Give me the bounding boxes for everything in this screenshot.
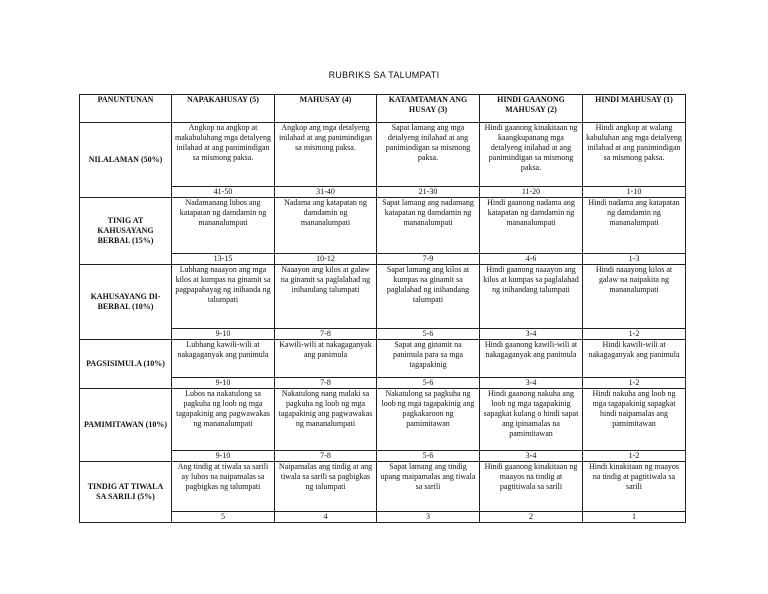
score-cell: 7-8 bbox=[275, 451, 377, 462]
header-cell: HINDI GAANONG MAHUSAY (2) bbox=[480, 95, 583, 123]
description-cell: Hindi kawili-wili at nakagaganyak ang panimula bbox=[583, 340, 686, 378]
description-cell: Hindi kinakitaan ng maayos na tindig at pagtitiwala sa sarili bbox=[583, 462, 686, 512]
score-cell: 3-4 bbox=[480, 378, 583, 389]
score-cell: 13-15 bbox=[172, 254, 275, 265]
score-cell: 9-10 bbox=[172, 329, 275, 340]
score-cell: 2 bbox=[480, 512, 583, 523]
score-cell: 1 bbox=[583, 512, 686, 523]
description-cell: Angkop na angkop at makabuluhang mga detalyeng inilahad at ang panimindigan sa mismong paksa. bbox=[172, 123, 275, 187]
criterion-cell: TINIG AT KAHUSAYANG BERBAL (15%) bbox=[80, 198, 172, 265]
criterion-cell: NILALAMAN (50%) bbox=[80, 123, 172, 198]
score-cell: 1-3 bbox=[583, 254, 686, 265]
description-cell: Nadamanang lubos ang katapatan ng damdamin ng mananalumpati bbox=[172, 198, 275, 254]
criterion-cell: PAGSISIMULA (10%) bbox=[80, 340, 172, 389]
header-row bbox=[80, 95, 686, 123]
description-cell: Angkop ang mga detalyeng inilahad at ang panimindigan sa mismong paksa. bbox=[275, 123, 377, 187]
criterion-cell: TINDIG AT TIWALA SA SARILI (5%) bbox=[80, 462, 172, 523]
rubric-table bbox=[79, 94, 686, 523]
description-cell: Hindi gaanong kinakitaan ng kaangkupanang mga detalyeng inilahad at ang panimindigan sa mismong paksa. bbox=[480, 123, 583, 187]
score-cell: 9-10 bbox=[172, 378, 275, 389]
description-cell: Lubhang naaayon ang mga kilos at kumpas na ginamit sa pagpapahayag ng inihanda ng talumpati bbox=[172, 265, 275, 329]
description-cell: Sapat lamang ang tindig upang maipamalas ang tiwala sa sarili bbox=[377, 462, 480, 512]
description-cell: Sapat lamang ang kilos at kumpas na ginamit sa paglalahad ng inihandang talumpati bbox=[377, 265, 480, 329]
score-cell: 3-4 bbox=[480, 329, 583, 340]
score-cell: 1-2 bbox=[583, 329, 686, 340]
page-title: RUBRIKS SA TALUMPATI bbox=[328, 70, 440, 80]
description-cell: Hindi angkop at walang kabuluhan ang mga detalyeng inilahad at ang panimindigan sa mismong paksa. bbox=[583, 123, 686, 187]
description-cell: Hindi naaayong kilos at galaw na naipakita ng mananalumpati bbox=[583, 265, 686, 329]
table-row bbox=[80, 123, 686, 187]
score-cell: 3 bbox=[377, 512, 480, 523]
score-cell: 10-12 bbox=[275, 254, 377, 265]
description-cell: Hindi nakuha ang loob ng mga tagapakinig sapagkat hindi naipamalas ang pamimitawan bbox=[583, 389, 686, 451]
description-cell: Nakatulong nang malaki sa pagkuha ng loob ng mga tagapakinig ang pagwawakas ng mananalumpati bbox=[275, 389, 377, 451]
score-cell: 21-30 bbox=[377, 187, 480, 198]
description-cell: Hindi gaanong kawili-wili at nakagaganyak ang panimula bbox=[480, 340, 583, 378]
description-cell: Hindi gaanong nakuha ang loob ng mga tagapakinig sapagkat kulang o hindi sapat ang ipinamalas na pamimitawan bbox=[480, 389, 583, 451]
score-cell: 41-50 bbox=[172, 187, 275, 198]
description-cell: Hindi gaanong naaayon ang kilos at kumpas sa paglalahad ng inihandang talumpati bbox=[480, 265, 583, 329]
table-row bbox=[80, 340, 686, 378]
score-cell: 31-40 bbox=[275, 187, 377, 198]
table-row bbox=[80, 389, 686, 451]
table-row bbox=[80, 265, 686, 329]
description-cell: Lubos na nakatulong sa pagkuha ng loob ng mga tagapakinig ang pagwawakas ng mananalumpati bbox=[172, 389, 275, 451]
score-cell: 5-6 bbox=[377, 451, 480, 462]
table-row bbox=[80, 198, 686, 254]
score-cell: 3-4 bbox=[480, 451, 583, 462]
criterion-cell: PAMIMITAWAN (10%) bbox=[80, 389, 172, 462]
score-cell: 4-6 bbox=[480, 254, 583, 265]
description-cell: Hindi gaanong nadama ang katapatan ng damdamin ng mananalumpati bbox=[480, 198, 583, 254]
score-cell: 4 bbox=[275, 512, 377, 523]
description-cell: Nakatulong sa pagkuha ng loob ng mga tagapakinig ang pagkakaroon ng pamimitawan bbox=[377, 389, 480, 451]
score-cell: 9-10 bbox=[172, 451, 275, 462]
score-cell: 7-8 bbox=[275, 378, 377, 389]
description-cell: Sapat lamang ang mga detalyeng inilahad at ang panimindigan sa mismong paksa. bbox=[377, 123, 480, 187]
score-cell: 5-6 bbox=[377, 378, 480, 389]
description-cell: Naaayon ang kilos at galaw na ginamit sa paglalahad ng inihandang talumpati bbox=[275, 265, 377, 329]
description-cell: Lubhang kawili-wili at nakagaganyak ang panimula bbox=[172, 340, 275, 378]
criterion-cell: KAHUSAYANG DI-BERBAL (10%) bbox=[80, 265, 172, 340]
header-cell: PANUNTUNAN bbox=[80, 95, 172, 123]
header-cell: HINDI MAHUSAY (1) bbox=[583, 95, 686, 123]
score-cell: 1-2 bbox=[583, 451, 686, 462]
description-cell: Naipamalas ang tindig at ang tiwala sa sarili sa pagbigkas ng talumpati bbox=[275, 462, 377, 512]
score-cell: 7-8 bbox=[275, 329, 377, 340]
description-cell: Ang tindig at tiwala sa sarili ay lubos na naipamalas sa pagbigkas ng talumpati bbox=[172, 462, 275, 512]
description-cell: Kawili-wili at nakagaganyak ang panimula bbox=[275, 340, 377, 378]
table-row bbox=[80, 462, 686, 512]
score-cell: 1-2 bbox=[583, 378, 686, 389]
header-cell: MAHUSAY (4) bbox=[275, 95, 377, 123]
score-cell: 11-20 bbox=[480, 187, 583, 198]
score-cell: 1-10 bbox=[583, 187, 686, 198]
score-cell: 7-9 bbox=[377, 254, 480, 265]
description-cell: Sapat ang ginamit na panimula para sa mga tagapakinig bbox=[377, 340, 480, 378]
score-cell: 5 bbox=[172, 512, 275, 523]
header-cell: NAPAKAHUSAY (5) bbox=[172, 95, 275, 123]
description-cell: Sapat lamang ang nadamang katapatan ng damdamin ng mananalumpati bbox=[377, 198, 480, 254]
description-cell: Hindi nadama ang katapatan ng damdamin ng mananalumpati bbox=[583, 198, 686, 254]
description-cell: Nadama ang katapatan ng damdamin ng mananalumpati bbox=[275, 198, 377, 254]
score-cell: 5-6 bbox=[377, 329, 480, 340]
header-cell: KATAMTAMAN ANG HUSAY (3) bbox=[377, 95, 480, 123]
description-cell: Hindi gaanong kinakitaan ng maayos na tindig at pagtitiwala sa sarili bbox=[480, 462, 583, 512]
